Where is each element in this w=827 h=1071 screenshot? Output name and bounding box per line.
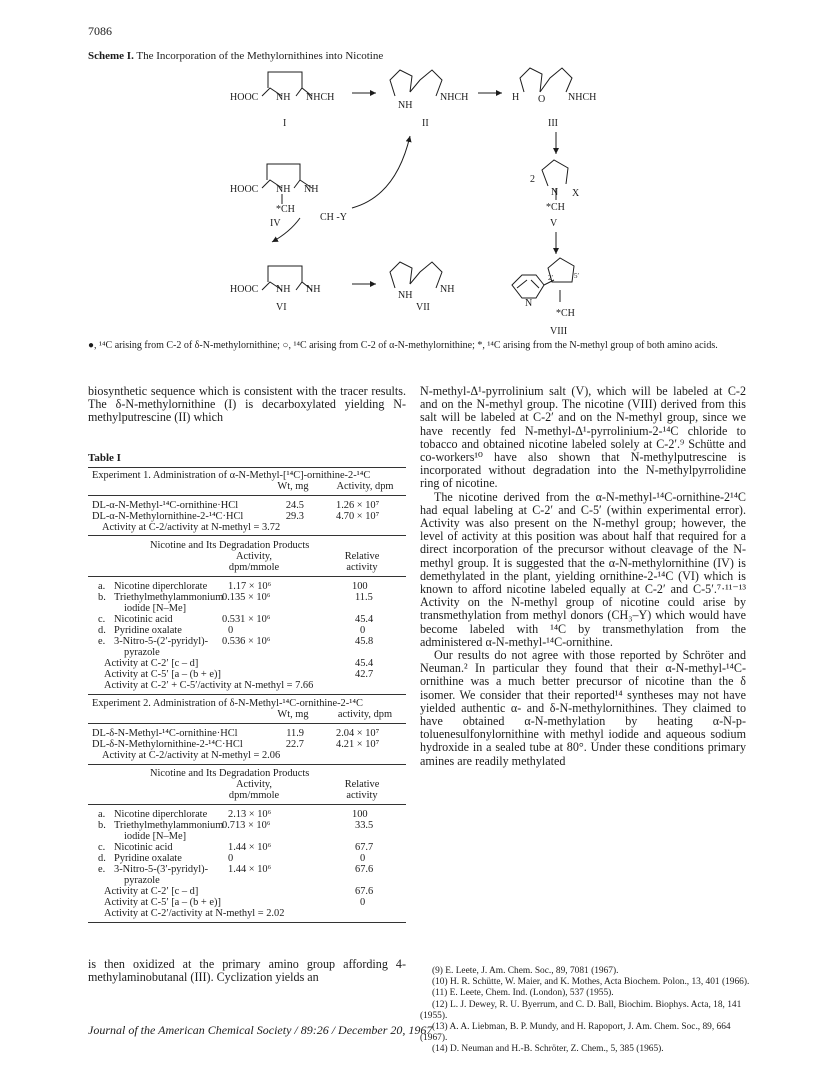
exp2-row2-activity: 4.21 × 10⁷	[336, 739, 380, 750]
compound-vii-numeral: VII	[416, 302, 430, 313]
exp2-prod-e-letter: e.	[98, 864, 106, 875]
exp1-summary-c5-label: Activity at C-5′ [a – (b + e)]	[104, 669, 221, 680]
compound-viii-ch: *CH	[556, 308, 575, 319]
exp1-row1-name: DL-α-N-Methyl-¹⁴C-ornithine·HCl	[92, 500, 239, 511]
exp1-prod-c-name: Nicotinic acid	[114, 614, 173, 625]
table-rule	[88, 467, 406, 468]
compound-i-nhch: NHCH	[306, 92, 335, 103]
exp1-prod-a-name: Nicotine diperchlorate	[114, 581, 208, 592]
exp1-prod-b-name: Triethylmethylammonium	[114, 592, 224, 603]
exp1-summary-c2-value: 45.4	[355, 658, 374, 669]
exp1-prod-d-relative: 0	[360, 625, 366, 636]
exp1-prod-e-relative: 45.8	[355, 636, 374, 647]
exp1-prod-d-letter: d.	[98, 625, 106, 636]
exp1-prod-e-name2: pyrazole	[124, 647, 160, 658]
exp1-row1-activity: 1.26 × 10⁷	[336, 500, 380, 511]
table-rule	[88, 804, 406, 805]
compound-vii-structure	[390, 262, 442, 288]
exp2-prod-e-relative: 67.6	[355, 864, 374, 875]
exp2-col-relative: Relative	[344, 779, 380, 790]
compound-v-two: 2	[530, 174, 535, 185]
exp1-prod-b-relative: 11.5	[355, 592, 373, 603]
exp1-prod-c-letter: c.	[98, 614, 106, 625]
exp2-summary-c5-label: Activity at C-5′ [a – (b + e)]	[104, 897, 221, 908]
table-rule	[88, 723, 406, 724]
exp2-prod-a-name: Nicotine diperchlorate	[114, 809, 208, 820]
exp2-summary-c2-label: Activity at C-2′ [c – d]	[104, 886, 199, 897]
compound-iii-numeral: III	[548, 118, 558, 129]
exp2-prod-b-relative: 33.5	[355, 820, 374, 831]
left-paragraph-top: biosynthetic sequence which is consistent with the tracer results. The δ-N-methylornithine (I) is decarboxylated yielding N-methylputrescine (II) which	[88, 384, 406, 425]
reference-item: (10) H. R. Schütte, W. Maier, and K. Mothes, Acta Biochem. Polon., 13, 401 (1966).	[432, 977, 750, 988]
references-list	[420, 966, 750, 1056]
compound-ii-numeral: II	[422, 118, 429, 129]
compound-i-numeral: I	[283, 118, 287, 129]
exp1-prod-c-relative: 45.4	[355, 614, 374, 625]
exp1-prod-b-letter: b.	[98, 592, 106, 603]
compound-v-x: X	[572, 188, 580, 199]
exp2-prod-a-activity: 2.13 × 10⁶	[228, 809, 272, 820]
exp1-col-relative: Relative	[344, 551, 380, 562]
exp2-prod-a-relative: 100	[352, 809, 368, 820]
exp1-prod-e-name: 3-Nitro-5-(2′-pyridyl)-	[114, 636, 209, 647]
compound-vii-nh2-left: NH	[398, 290, 413, 301]
compound-vi-nh2: NH	[306, 284, 321, 295]
compound-vi-nh: NH	[276, 284, 291, 295]
scheme-title-text: The Incorporation of the Methylornithines into Nicotine	[136, 50, 384, 62]
table-rule	[88, 694, 406, 695]
exp1-prod-b-activity: 0.135 × 10⁶	[222, 592, 271, 603]
right-column-text	[420, 385, 746, 768]
scheme-caption: ●, ¹⁴C arising from C-2 of δ-N-methylornithine; ○, ¹⁴C arising from C-2 of α-N-methylornithine; *, ¹⁴C arising from the N-methyl group of both amino acids.	[88, 340, 718, 351]
exp1-prod-d-activity: 0	[228, 625, 234, 636]
compound-v-n: N	[551, 187, 559, 198]
exp1-col-activity: Activity, dpm	[336, 481, 394, 492]
left-paragraph-bottom: is then oxidized at the primary amino group affording 4-methylaminobutanal (III). Cyclization yields an	[88, 957, 406, 985]
exp2-prod-b-activity: 0.713 × 10⁶	[222, 820, 271, 831]
methyl-donor-reagent: CH -Y	[320, 212, 347, 223]
exp1-prod-e-activity: 0.536 × 10⁶	[222, 636, 271, 647]
exp2-prod-b-letter: b.	[98, 820, 106, 831]
exp2-row2-wt: 22.7	[285, 739, 304, 750]
exp2-products-heading: Nicotine and Its Degradation Products	[150, 768, 310, 779]
right-paragraph-3: Our results do not agree with those reported by Schröter and Neuman.² In particular they found that their α-N-methyl-¹⁴C-ornithine was a much better precursor of nicotine than the δ isomer. We consider that their reported¹⁴ syntheses may not have yielded authentic α- and δ-N-methylornithines. They claimed to have obtained α-N-methylation by heating α-N-p-toluenesulfonylornithine with methyl iodide and aqueous sodium hydroxide in a sealed tube at 80°. Under these conditions primary amines are readily methylated	[420, 648, 746, 768]
exp1-final-ratio: Activity at C-2′ + C-5′/activity at N-methyl = 7.66	[104, 680, 314, 691]
exp1-row1-wt: 24.5	[285, 500, 304, 511]
reference-item: (14) D. Neuman and H.-B. Schröter, Z. Chem., 5, 385 (1965).	[432, 1044, 664, 1055]
exp1-col-activity2: Activity,	[236, 551, 272, 562]
reaction-scheme-diagram	[0, 0, 827, 340]
exp2-row1-wt: 11.9	[286, 728, 304, 739]
exp2-ratio: Activity at C-2/activity at N-methyl = 2.06	[102, 750, 281, 761]
exp2-prod-c-relative: 67.7	[355, 842, 374, 853]
compound-vi-hooc: HOOC	[230, 284, 259, 295]
exp2-prod-e-activity: 1.44 × 10⁶	[228, 864, 272, 875]
scheme-label: Scheme I.	[88, 50, 134, 62]
table-rule	[88, 535, 406, 536]
exp1-prod-a-activity: 1.17 × 10⁶	[228, 581, 272, 592]
exp1-prod-a-relative: 100	[352, 581, 368, 592]
exp2-summary-c5-value: 0	[360, 897, 366, 908]
compound-viii-pos2: 2′	[548, 274, 554, 282]
exp2-prod-c-name: Nicotinic acid	[114, 842, 173, 853]
compound-v-numeral: V	[550, 218, 558, 229]
exp1-products-heading: Nicotine and Its Degradation Products	[150, 540, 310, 551]
left-column-text-bottom	[88, 958, 406, 984]
compound-viii-pos5: 5′	[574, 272, 580, 280]
right-paragraph-1: N-methyl-Δ¹-pyrrolinium salt (V), which will be labeled at C-2 and on the N-methyl group. The nicotine (VIII) derived from this salt will be labeled at C-2′ and on the N-methyl group, since we have recently fed N-methyl-Δ¹-pyrrolinium-2-¹⁴C chloride to tobacco and obtained nicotine labeled solely at C-2′.⁹ Schütte and co-workers¹⁰ have also shown that N-methylputrescine is incorporated without degradation into the N-methylpyrrolidine ring of nicotine.	[420, 384, 746, 491]
exp1-prod-b-name2: iodide [N–Me]	[124, 603, 187, 614]
compound-vi-numeral: VI	[276, 302, 287, 313]
exp1-heading: Experiment 1. Administration of α-N-Methyl-[¹⁴C]-ornithine-2-¹⁴C	[92, 470, 371, 481]
exp2-prod-d-relative: 0	[360, 853, 366, 864]
exp2-col-dpm: dpm/mmole	[228, 790, 280, 801]
exp2-col-rel-activity: activity	[346, 790, 378, 801]
exp2-prod-b-name: Triethylmethylammonium	[114, 820, 224, 831]
compound-ii-nh: NH	[398, 100, 413, 111]
exp1-prod-c-activity: 0.531 × 10⁶	[222, 614, 271, 625]
page-number: 7086	[88, 24, 112, 38]
right-paragraph-2: The nicotine derived from the α-N-methyl-¹⁴C-ornithine-2¹⁴C had equal labeling at C-2′ and C-5′ (within experimental error). Activity was also present on the N-methyl group; however, the level of activity at this position was about half that required for a direct incorporation of the precursor without cleavage of the N-methyl group. It is suggested that the α-N-methylornithine (IV) is demethylated in the plant, yielding ornithine-2-¹⁴C (VI) which is known to afford nicotine labeled equally at C-2′ and C-5′.⁷·¹¹⁻¹³ Activity on the N-methyl group of nicotine could arise by transmethylation from methyl donors (CH₃–Y) which would have become labeled with ¹⁴C by transmethylation from the administered α-N-methyl-¹⁴C-ornithine.	[420, 489, 746, 649]
compound-viii-n: N	[525, 298, 533, 309]
compound-iii-h: H	[512, 92, 520, 103]
table-rule	[88, 922, 406, 923]
exp2-prod-c-letter: c.	[98, 842, 106, 853]
compound-iii-o: O	[538, 94, 546, 105]
exp2-col-activity: activity, dpm	[337, 709, 393, 720]
exp2-row2-name: DL-δ-N-Methylornithine-2-¹⁴C·HCl	[92, 739, 243, 750]
exp2-heading: Experiment 2. Administration of δ-N-Methyl-¹⁴C-ornithine-2-¹⁴C	[92, 698, 363, 709]
reference-item: (9) E. Leete, J. Am. Chem. Soc., 89, 7081 (1967).	[432, 966, 619, 976]
exp2-prod-d-letter: d.	[98, 853, 106, 864]
compound-iv-hooc: HOOC	[230, 184, 259, 195]
exp1-col-wt: Wt, mg	[277, 481, 309, 492]
compound-ii-nhch: NHCH	[440, 92, 469, 103]
reference-item: (12) L. J. Dewey, R. U. Byerrum, and C. D. Ball, Biochim. Biophys. Acta, 18, 141 (1955).	[420, 999, 742, 1021]
table-rule	[88, 764, 406, 765]
exp1-col-dpm: dpm/mmole	[228, 562, 280, 573]
reference-item: (13) A. A. Liebman, B. P. Mundy, and H. Rapoport, J. Am. Chem. Soc., 89, 664 (1967).	[420, 1022, 731, 1044]
compound-i-hooc: HOOC	[230, 92, 259, 103]
exp1-row2-activity: 4.70 × 10⁷	[336, 511, 380, 522]
exp2-row1-activity: 2.04 × 10⁷	[336, 728, 380, 739]
compound-iii-nhch: NHCH	[568, 92, 597, 103]
compound-vii-nh2-right: NH	[440, 284, 455, 295]
exp1-prod-a-letter: a.	[98, 581, 106, 592]
left-column-text-top	[88, 385, 406, 425]
exp2-final-ratio: Activity at C-2′/activity at N-methyl = 2.02	[104, 908, 285, 919]
compound-iv-ch: *CH	[276, 204, 295, 215]
exp2-prod-b-name2: iodide [N–Me]	[124, 831, 187, 842]
compound-viii-structure	[512, 258, 574, 302]
exp1-summary-c5-value: 42.7	[355, 669, 374, 680]
compound-iv-numeral: IV	[270, 218, 281, 229]
journal-footer: Journal of the American Chemical Society / 89:26 / December 20, 1967	[88, 1023, 433, 1037]
compound-i-nh: NH	[276, 92, 291, 103]
exp2-prod-a-letter: a.	[98, 809, 106, 820]
exp1-row2-wt: 29.3	[285, 511, 304, 522]
table-rule	[88, 495, 406, 496]
exp2-prod-e-name: 3-Nitro-5-(3′-pyridyl)-	[114, 864, 209, 875]
exp2-col-activity2: Activity,	[236, 779, 272, 790]
exp2-summary-c2-value: 67.6	[355, 886, 374, 897]
exp1-prod-e-letter: e.	[98, 636, 106, 647]
compound-ii-structure	[390, 70, 442, 96]
exp2-row1-name: DL-δ-N-Methyl-¹⁴C-ornithine·HCl	[92, 728, 238, 739]
exp1-summary-c2-label: Activity at C-2′ [c – d]	[104, 658, 199, 669]
reference-item: (11) E. Leete, Chem. Ind. (London), 537 (1955).	[432, 988, 614, 999]
compound-iv-nh: NH	[276, 184, 291, 195]
arrow-methylation-to-ii	[352, 136, 410, 208]
exp2-prod-c-activity: 1.44 × 10⁶	[228, 842, 272, 853]
table-title: Table I	[88, 452, 121, 464]
exp1-col-rel-activity: activity	[346, 562, 378, 573]
exp2-col-wt: Wt, mg	[277, 709, 309, 720]
compound-v-ch: *CH	[546, 202, 565, 213]
exp1-ratio: Activity at C-2/activity at N-methyl = 3.72	[102, 522, 281, 533]
compound-iii-structure	[520, 68, 572, 92]
compound-iv-nh2: NH	[304, 184, 319, 195]
exp2-prod-d-activity: 0	[228, 853, 234, 864]
exp1-prod-d-name: Pyridine oxalate	[114, 625, 182, 636]
exp2-prod-d-name: Pyridine oxalate	[114, 853, 182, 864]
compound-viii-numeral: VIII	[550, 326, 568, 337]
exp1-row2-name: DL-α-N-Methylornithine-2-¹⁴C·HCl	[92, 511, 244, 522]
table-rule	[88, 576, 406, 577]
exp2-prod-e-name2: pyrazole	[124, 875, 160, 886]
